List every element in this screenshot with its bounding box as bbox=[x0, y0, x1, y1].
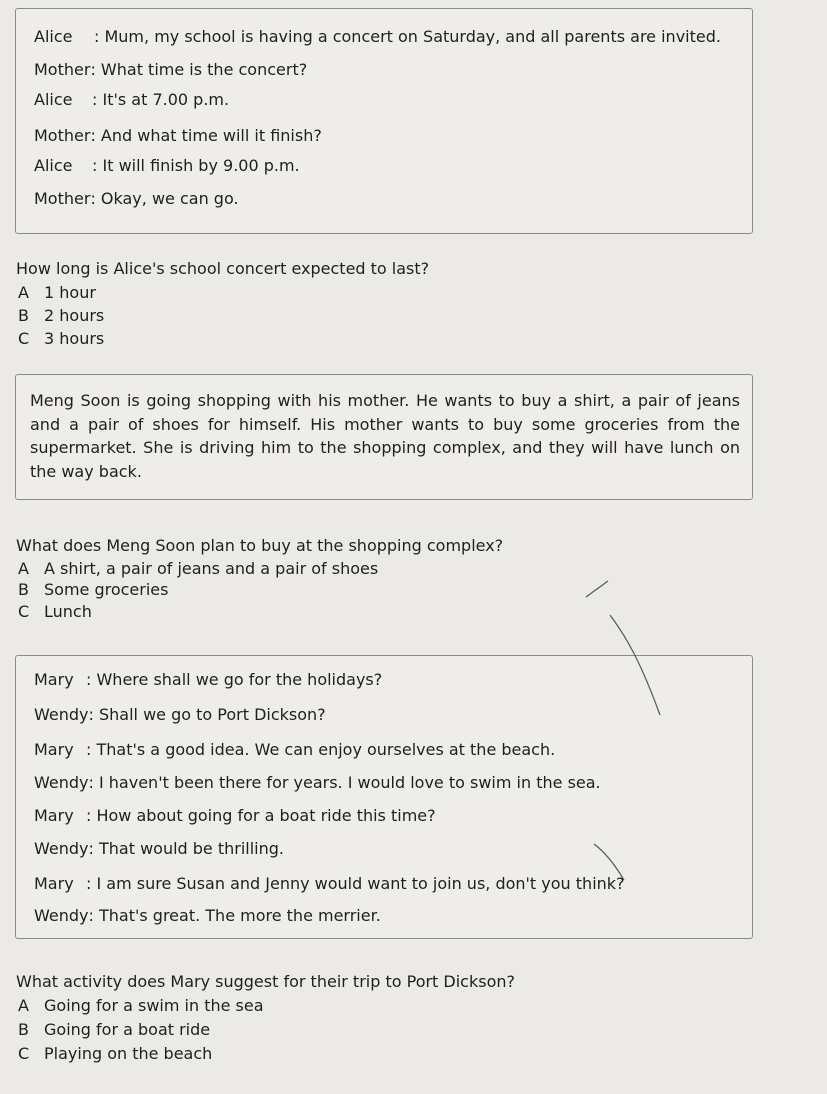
dialogue-line: Mary : Where shall we go for the holidays? bbox=[34, 670, 383, 689]
option-text: 3 hours bbox=[44, 329, 105, 348]
dialogue-line: Alice : It's at 7.00 p.m. bbox=[34, 90, 230, 109]
option-text: 1 hour bbox=[44, 283, 96, 302]
dialogue-box-1 bbox=[15, 8, 753, 234]
question-1-text: How long is Alice's school concert expected to last? bbox=[16, 259, 430, 278]
option-letter: B bbox=[18, 306, 29, 325]
option-letter: A bbox=[18, 283, 29, 302]
speaker-name: Mother bbox=[34, 126, 91, 145]
dialogue-text: What time is the concert? bbox=[100, 60, 308, 79]
dialogue-text: That's great. The more the merrier. bbox=[98, 906, 381, 925]
dialogue-line: Wendy: Shall we go to Port Dickson? bbox=[34, 705, 326, 724]
option-letter: B bbox=[18, 580, 29, 599]
question-3-option-b[interactable] bbox=[18, 1020, 210, 1039]
speaker-name: Wendy bbox=[34, 839, 89, 858]
passage-box-2 bbox=[15, 374, 753, 500]
question-2-option-a[interactable] bbox=[18, 559, 378, 578]
option-text: 2 hours bbox=[44, 306, 105, 325]
speaker-name: Alice bbox=[34, 156, 73, 175]
option-text: Playing on the beach bbox=[44, 1044, 213, 1063]
option-letter: C bbox=[18, 329, 30, 348]
option-letter: C bbox=[18, 1044, 30, 1063]
option-text: A shirt, a pair of jeans and a pair of shoes bbox=[44, 559, 379, 578]
dialogue-line: Mother: Okay, we can go. bbox=[34, 189, 239, 208]
speaker-name: Mary bbox=[34, 806, 74, 825]
dialogue-text: It's at 7.00 p.m. bbox=[102, 90, 230, 109]
dialogue-text: And what time will it finish? bbox=[100, 126, 322, 145]
question-2-option-b[interactable] bbox=[18, 580, 168, 599]
dialogue-line: Mother: And what time will it finish? bbox=[34, 126, 322, 145]
question-3-option-c[interactable] bbox=[18, 1044, 212, 1063]
speaker-name: Wendy bbox=[34, 906, 89, 925]
pencil-mark bbox=[590, 840, 640, 890]
dialogue-text: That's a good idea. We can enjoy ourselves at the beach. bbox=[96, 740, 556, 759]
dialogue-line: Mary : How about going for a boat ride this time? bbox=[34, 806, 436, 825]
option-letter: A bbox=[18, 996, 29, 1015]
option-text: Some groceries bbox=[44, 580, 169, 599]
question-3-text: What activity does Mary suggest for their trip to Port Dickson? bbox=[16, 972, 515, 991]
option-text: Going for a swim in the sea bbox=[44, 996, 264, 1015]
pencil-mark bbox=[580, 575, 670, 725]
speaker-name: Wendy bbox=[34, 773, 89, 792]
question-2-text: What does Meng Soon plan to buy at the shopping complex? bbox=[16, 536, 504, 555]
option-letter: B bbox=[18, 1020, 29, 1039]
speaker-name: Mary bbox=[34, 874, 74, 893]
speaker-name: Mary bbox=[34, 740, 74, 759]
dialogue-line: Mary : That's a good idea. We can enjoy ourselves at the beach. bbox=[34, 740, 556, 759]
question-1-option-b[interactable] bbox=[18, 306, 104, 325]
option-text: Going for a boat ride bbox=[44, 1020, 211, 1039]
speaker-name: Mother bbox=[34, 189, 91, 208]
question-1-option-c[interactable] bbox=[18, 329, 104, 348]
dialogue-line: Mary : I am sure Susan and Jenny would want to join us, don't you think? bbox=[34, 874, 625, 893]
question-2-option-c[interactable] bbox=[18, 602, 92, 621]
dialogue-text: Where shall we go for the holidays? bbox=[96, 670, 383, 689]
speaker-name: Alice bbox=[34, 27, 73, 46]
dialogue-line: Alice : Mum, my school is having a concert on Saturday, and all parents are invited. bbox=[34, 27, 721, 46]
dialogue-line: Mother: What time is the concert? bbox=[34, 60, 308, 79]
dialogue-line: Alice : It will finish by 9.00 p.m. bbox=[34, 156, 300, 175]
option-text: Lunch bbox=[44, 602, 92, 621]
speaker-name: Alice bbox=[34, 90, 73, 109]
question-3-option-a[interactable] bbox=[18, 996, 264, 1015]
speaker-name: Wendy bbox=[34, 705, 89, 724]
dialogue-text: Okay, we can go. bbox=[100, 189, 239, 208]
option-letter: C bbox=[18, 602, 30, 621]
passage-text: Meng Soon is going shopping with his mother. He wants to buy a shirt, a pair of jeans and a pair of shoes for himself. His mother wants to buy some groceries from the supermarket. She is driving him to the shopping complex, and they will have lunch on the way back. bbox=[30, 391, 740, 481]
speaker-name: Mother bbox=[34, 60, 91, 79]
dialogue-text: I haven't been there for years. I would love to swim in the sea. bbox=[98, 773, 601, 792]
dialogue-text: Mum, my school is having a concert on Saturday, and all parents are invited. bbox=[104, 27, 721, 46]
dialogue-line: Wendy: I haven't been there for years. I would love to swim in the sea. bbox=[34, 773, 601, 792]
dialogue-text: Shall we go to Port Dickson? bbox=[98, 705, 326, 724]
dialogue-text: It will finish by 9.00 p.m. bbox=[102, 156, 300, 175]
dialogue-line: Wendy: That would be thrilling. bbox=[34, 839, 285, 858]
dialogue-line: Wendy: That's great. The more the merrier. bbox=[34, 906, 381, 925]
dialogue-text: I am sure Susan and Jenny would want to join us, don't you think? bbox=[96, 874, 625, 893]
dialogue-text: How about going for a boat ride this time? bbox=[96, 806, 436, 825]
option-letter: A bbox=[18, 559, 29, 578]
speaker-name: Mary bbox=[34, 670, 74, 689]
dialogue-text: That would be thrilling. bbox=[98, 839, 285, 858]
question-1-option-a[interactable] bbox=[18, 283, 96, 302]
